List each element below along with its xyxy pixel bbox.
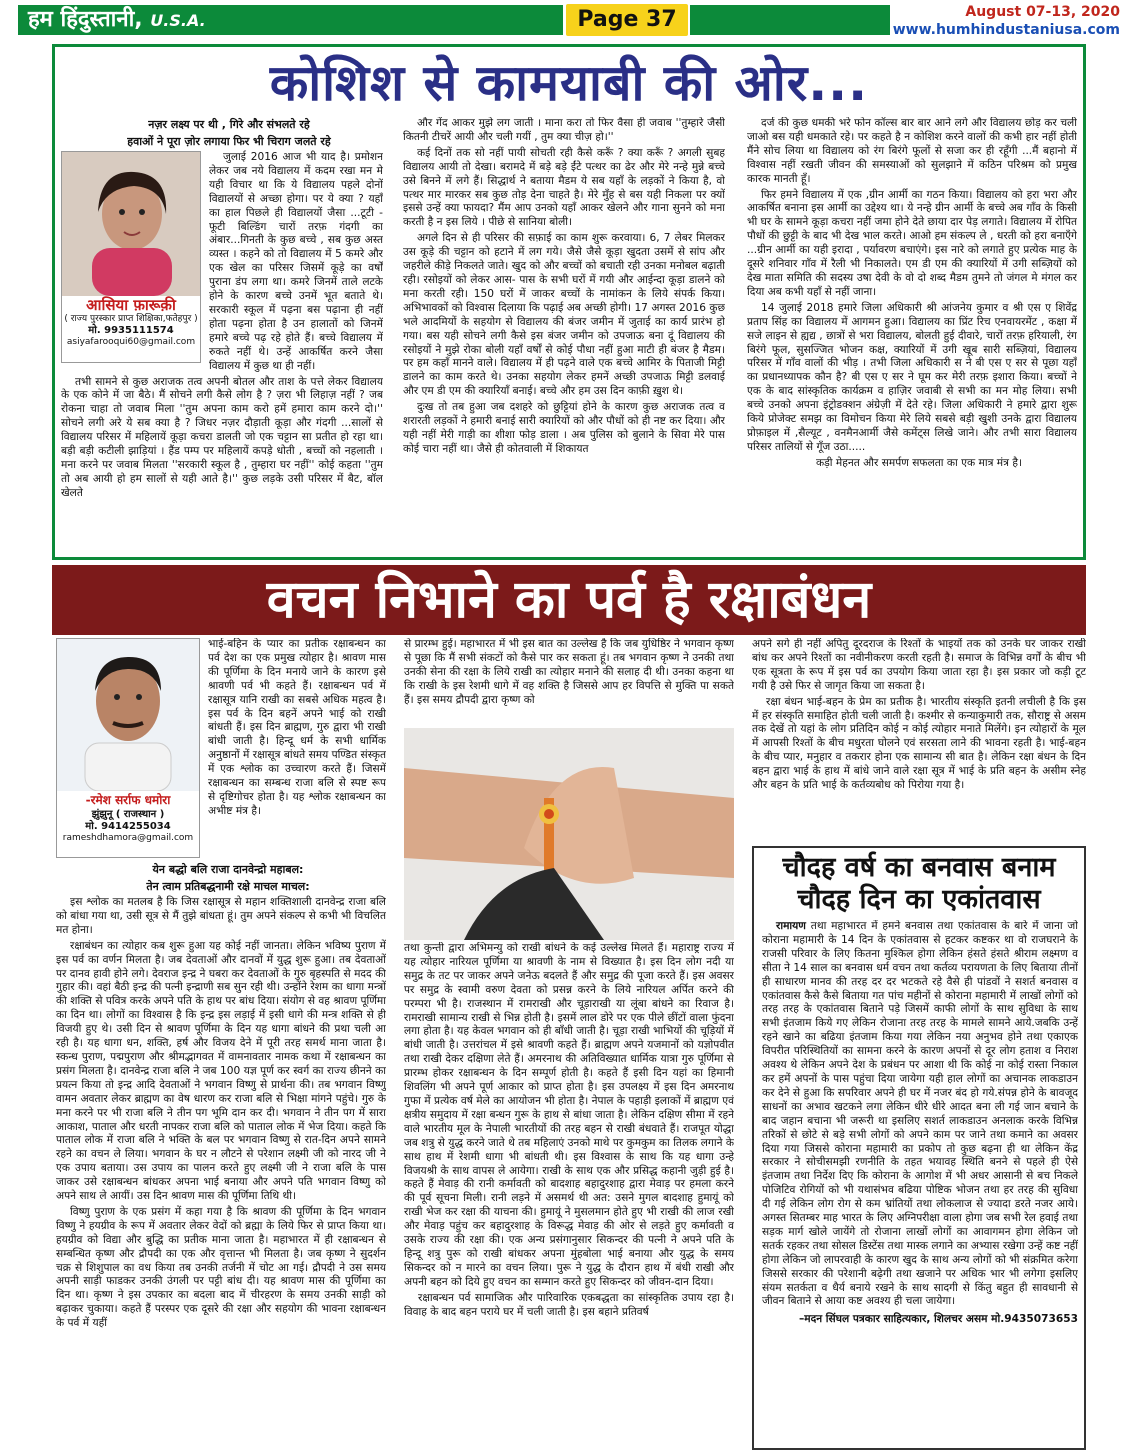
author-photo [62, 152, 200, 296]
header-green-bar [690, 5, 890, 35]
article3-signature: –मदन सिंघल पत्रकार साहित्यकार, शिलचर असम मो.9435073653 [798, 1313, 1078, 1326]
author2-place: झुंझुनू ( राजस्थान ) [91, 809, 165, 820]
poem-line-2: हवाओं ने पूरा ज़ोर लगाया फिर भी चिराग जलते रहे [127, 135, 331, 148]
masthead [18, 5, 563, 35]
author2-photo [57, 639, 199, 791]
article2-column-1 [56, 638, 386, 1448]
paragraph: फिर हमने विद्यालय में एक ,ग्रीन आर्मी का गठन किया। विद्यालय को हरा भरा और आकर्षित बनाना इस आर्मी का उद्देश्य था। ये नन्हे ग्रीन आर्मी के बच्चे अब गाँव के किसी भी घर के सामने कूड़ा कचरा नहीं जमा होने देते छाया दार पेड़ लगाते। विद्यालय में रोपित पौधों की छुट्टी के बाद भी देख भाल करते। आओ हम संकल्प ले , धरती को हरा बनाएँगे ...ग्रीन आर्मी का यही इरादा , पर्यावरण बचाएंगे। इस नारे को लगाते हुए प्रत्येक माह के दूसरे शनिवार गाँव में रैली भी निकालते। एम डी एम की क्यारियों में उगी सब्ज़ियों को देख माता समिति की सदस्य उषा देवी के वो दो शब्द मैडम तुमने तो जंगल मे मंगल कर दिया अब कभी यहाँ से नहीं जाना। [747, 188, 1077, 298]
closing-line: कड़ी मेहनत और समर्पण सफलता का एक मात्र मंत्र है। [816, 456, 1022, 469]
shloka-line-1: येन बद्धो बलि राजा दानवेन्द्रो महाबल: [152, 863, 304, 876]
paragraph: विष्णु पुराण के एक प्रसंग में कहा गया है कि श्रावण की पूर्णिमा के दिन भगवान विष्णु ने हयग्रीव के रूप में अवतार लेकर वेदों को ब्रह्मा के लिये फिर से प्राप्त किया था। हयग्रीव को विद्या और बुद्धि का प्रतीक माना जाता है। महाभारत में ही रक्षाबन्धन से सम्बन्धित कृष्ण और द्रौपदी का एक और वृत्तान्त भी मिलता है। जब कृष्ण ने सुदर्शन चक्र से शिशुपाल का वध किया तब उनकी तर्जनी में चोट आ गई। द्रौपदी ने उस समय अपनी साड़ी फाडकर उनकी उंगली पर पट्टी बांध दी। यह श्रावण मास की पूर्णिमा का दिन था। कृष्ण ने इस उपकार का बदला बाद में चीरहरण के समय उनकी साड़ी को बढ़ाकर चुकाया। कहते हैं परस्पर एक दूसरे की रक्षा और सहयोग की भावना रक्षाबन्धन के पर्व में यहीं [56, 1205, 386, 1330]
author2-phone: मो. 9414255034 [85, 821, 171, 832]
shloka-line-2: तेन त्वाम प्रतिबद्धनामी रक्षे माचल माचल: [146, 880, 310, 893]
author-email[interactable]: asiyafarooqui60@gmail.com [66, 337, 196, 347]
article-koshish [52, 44, 1086, 560]
author-role: ( राज्य पुरस्कार प्राप्त शिक्षिका,फतेहपुर ) [64, 314, 198, 324]
paragraph: तभी सामने से कुछ अराजक तत्व अपनी बोतल और ताश के पत्ते लेकर विद्यालय के एक कोने में जा बैठे। मैं सोचने लगी कैसे लोग है ? ज़रा भी लिहाज़ नहीं ? जब रोकना चाहा तो जवाब मिला ''तुम अपना काम करो हमें हमारा काम करने दो।'' सोचने लगी अरे ये सब क्या है ? जिधर नज़र दौड़ाती कूड़ा और गंदगी ...सालों से विद्यालय परिसर में महिलायें कूड़ा कचरा डालती जो एक चट्टान सा प्रतीत हो रहा था। बड़ी बड़ी कटीली झाड़ियां । हैंड पम्प पर महिलायें कपड़े धोती , बच्चों को नहलाती । मना करने पर जवाब मिलता ''सरकारी स्कूल है , तुम्हारा घर नहीं'' कोई कहता ''तुम तो अब आयी हो हम सालों से यही आते है।'' कुछ लड़के उसी परिसर में बैट, बॉल खेलते [61, 375, 383, 499]
paragraph: दर्ज की कुछ धमकी भरे फोन कॉल्स बार बार आने लगे और विद्यालय छोड़ कर चली जाओ बस यही धमकाते रहे। पर कहते है न कोशिश करने वालों की कभी हार नहीं होती मैंने सोच लिया था विद्यालय को रंग बिरंगे फूलों से सजा कर ही रहूँगी ...मैं बहानो में विश्वास नहीं रखती जीवन की समस्याओं को सुलझाने में कठिन परिश्रम को प्रमुख कारक मानती हूँ। [747, 117, 1077, 185]
article2-column-2-top [404, 638, 734, 728]
article1-column-2 [403, 117, 725, 557]
author-name: आसिया फ़ारूक़ी [86, 296, 176, 314]
article-chaudah-varsh [752, 846, 1086, 1450]
author-phone: मो. 9935111574 [88, 325, 174, 336]
page-header [0, 0, 1135, 40]
article3-title-line-1: चौदह वर्ष का बनवास बनाम [782, 852, 1056, 883]
paragraph: अगले दिन से ही परिसर की सफ़ाई का काम शुरू करवाया। 6, 7 लेबर मिलकर उस कूड़े की चट्टान को हटाने में लग गये। जैसे जैसे कूड़ा खुदता उसमें से सांप और जहरीले कीड़े निकलते जाते। खुद को और बच्चों को बचाती रही उनका मनोबल बढ़ाती रही। रसोइयों को लेकर आस- पास के सभी घरों में गयी और आईन्दा कूड़ा डालने को मना करती रही। 150 घरों में जाकर बच्चों के नामांकन के लिये संपर्क किया। अभिभावकों को विश्वास दिलाया कि पढ़ाई अब अच्छी होगी। 17 अगस्त 2016 कुछ भले आदमियों के सहयोग से विद्यालय की बंजर जमीन में जुताई का कार्य प्रारंभ हो गया। बस यही सोचने लगी कैसे इस बंजर जमीन को उपजाऊ बना दूं विद्यालय की रसोइयों ने मुझे रोका बोली यहाँ वर्षों से कोई पौधा नहीं हुआ माटी ही बंजर है मैडम। पर हम कहाँ मानने वाले। विद्यालय में ही पढ़ने वाले एक बच्चे आमिर के पिताजी मिट्टी डालने का काम करते थे। उनका सहयोग लेकर हमनें अच्छी उपजाऊ मिट्टी डलवाई और एम डी एम की क्यारियाँ बनाई। बच्चे और हम उस दिन काफ़ी ख़ुश थे। [403, 232, 725, 398]
article1-column-1 [61, 117, 383, 557]
paragraph: जुलाई 2016 आज भी याद है। प्रमोशन लेकर जब नये विद्यालय में कदम रखा मन मे यही विचार था कि ये विद्यालय पहले दोनों विद्यालयों से अच्छा होगा। पर ये क्या ? यहाँ का हाल पिछले ही विद्यालयों जैसा ...टूटी - फूटी बिल्डिंग चारों तरफ़ गंदगी का अंबार...गिनती के कुछ बच्चे , सब कुछ अस्त व्यस्त । कहने को तो विद्यालय में 5 कमरे और एक खेल का परिसर जिसमें कूड़े का वर्षों पुराना डंप लगा था। कमरे जिनमें ताले लटके होने के कारण बच्चे उनमें भूत बताते थे। सरकारी स्कूल में पढ़ना बस पढ़ाना ही नहीं होता पढ़ना होता है उन हालातों को जिनमें हमारे बच्चे पढ़ रहे होते हैं। बच्चे विद्यालय में रुकते नहीं थे। उन्हें आकर्षित करने जैसा विद्यालय में कुछ था ही नहीं। [209, 151, 383, 372]
lead-word: रामायण [776, 920, 806, 932]
paragraph: रक्षाबंधन का त्योहार कब शुरू हुआ यह कोई नहीं जानता। लेकिन भविष्य पुराण में इस पर्व का वर्णन मिलता है। जब देवताओं और दानवों में युद्ध शुरू हुआ। तब देवताओं पर दानव हावी होने लगे। देवराज इन्द्र ने घबरा कर देवताओं के गुरु बृहस्पति से मदद की गुहार की। वहां बैठी इन्द्र की पत्नी इन्द्राणी सब सुन रही थी। उन्होंने रेशम का धागा मन्त्रों की शक्ति से पवित्र करके अपने पति के हाथ पर बांध दिया। संयोग से वह श्रावण पूर्णिमा का दिन था। लोगों का विश्वास है कि इन्द्र इस लड़ाई में इसी धागे की मन्त्र शक्ति से ही विजयी हुए थे। उसी दिन से श्रावण पूर्णिमा के दिन यह धागा बांधने की प्रथा चली आ रही है। यह धागा धन, शक्ति, हर्ष और विजय देने में पूरी तरह समर्थ माना जाता है। स्कन्ध पुराण, पद्मपुराण और श्रीमद्भागवत में वामनावतार नामक कथा में रक्षाबन्धन का प्रसंग मिलता है। दानवेन्द्र राजा बलि ने जब 100 यज्ञ पूर्ण कर स्वर्ग का राज्य छीनने का प्रयत्न किया तो इन्द्र आदि देवताओं ने भगवान विष्णु से प्रार्थना की। तब भगवान विष्णु वामन अवतार लेकर ब्राह्मण का वेष धारण कर राजा बलि से भिक्षा मांगने पहुंचे। गुरु के मना करने पर भी राजा बलि ने तीन पग भूमि दान कर दी। भगवान ने तीन पग में सारा आकाश, पाताल और धरती नापकर राजा बलि को पाताल लोक में भेज दिया। कहते कि पाताल लोक में राजा बलि ने भक्ति के बल पर भगवान विष्णु से रात-दिन अपने सामने रहने का वचन ले लिया। भगवान के घर न लौटने से परेशान लक्ष्मी जी को नारद जी ने एक उपाय बताया। उस उपाय का पालन करते हुए लक्ष्मी जी ने राजा बलि के पास जाकर उसे रक्षाबन्धन बांधकर अपना भाई बनाया और अपने पति भगवान विष्णु को अपने साथ ले आयीं। उस दिन श्रावण मास की पूर्णिमा तिथि थी। [56, 939, 386, 1203]
paragraph: भाई-बहिन के प्यार का प्रतीक रक्षाबन्धन का पर्व देश का एक प्रमुख त्योहार है। श्रावण मास की पूर्णिमा के दिन मनाये जाने के कारण इसे श्रावणी पर्व भी कहते हैं। रक्षाबन्धन पर्व में रक्षासूत्र यानि राखी का सबसे अधिक महत्व है। इस पर्व के दिन बहनें अपने भाई को राखी बांधती हैं। इस दिन ब्राह्मण, गुरु द्वारा भी राखी बांधी जाती है। हिन्दू धर्म के सभी धार्मिक अनुष्ठानों में रक्षासूत्र बांधते समय पण्डित संस्कृत में एक श्लोक का उच्चारण करते हैं। जिसमें रक्षाबन्धन का सम्बन्ध राजा बलि से स्पष्ट रूप से दृष्टिगोचर होता है। यह श्लोक रक्षाबन्धन का अभीष्ट मंत्र है। [208, 638, 386, 817]
article1-column-3 [747, 117, 1077, 557]
paragraph: रक्षाबन्धन पर्व सामाजिक और पारिवारिक एकबद्धता का सांस्कृतिक उपाय रहा है। विवाह के बाद बहन पराये घर में चली जाती है। इस बहाने प्रतिवर्ष [404, 1291, 734, 1318]
article2-title: वचन निभाने का पर्व है रक्षाबंधन [266, 570, 872, 630]
author2-name: -रमेश सर्राफ धमोरा [85, 793, 171, 807]
poem-line-1: नज़र लक्ष्य पर थी , गिरे और संभलते रहे [148, 118, 310, 131]
article3-title-line-2: चौदह दिन का एकांतवास [797, 884, 1041, 915]
article3-title [754, 852, 1084, 916]
paragraph: 14 जुलाई 2018 हमारे जिला अधिकारी श्री आंजनेय कुमार व श्री एस ए शिवेंद्र प्रताप सिंह का विद्यालय में आगमन हुआ। विद्यालय का प्रिंट रिच एनवायरमेंट , कक्षा में सजे लाइन से ह्यद्य , छात्रों से भरा विद्यालय, बोलती हुई दीवारे, चारों तरफ़ हरियाली, रंग बिरंगे फूल, सुसज्जित भोजन कक्ष, क्यारियों में उगी खूब सारी सब्ज़ियां, विद्यालय परिसर में गाँव वालों की भीड़ । तभी जिला अधिकारी स ने बी एस ए सर से पूछा यहाँ का प्रधानध्यापक कौन है? बी एस ए सर ने घूम कर मेरी तरफ़ इशारा किया। बच्चों ने एक के बाद सांस्कृतिक कार्यक्रम व हाज़िर जवाबी से सभी का मन मोह लिया। सभी बच्चे उनको अपना इंट्रोडक्शन अंग्रेज़ी में देते रहे। जिला अधिकारी ने हमारे द्वारा शुरू किये प्रोजेक्ट समझ का विमोचन किया मेरे लिये सबसे बड़ी खुशी उनके द्वारा विद्यालय प्रोफ़ाइल में ,सैल्यूट , वनमैनआर्मी जैसे कमेंट्स लिखे जाने। और तभी सारा विद्यालय परिसर तालियों से गूँज उठा..... [747, 301, 1077, 453]
paragraph: रक्षा बंधन भाई-बहन के प्रेम का प्रतीक है। भारतीय संस्कृति इतनी लचीली है कि इस में हर संस्कृति समाहित होती चली जाती है। कश्मीर से कन्याकुमारी तक, सौराष्ट्र से असम तक देखें तो यहां के लोग प्रतिदिन कोई न कोई त्योहार मनाते मिलेंगे। इन त्योहारों के मूल में आपसी रिश्तों के बीच मधुरता घोलने एवं सरसता लाने की भावना रहती है। भाई-बहन के बीच प्यार, मनुहार व तकरार होना एक सामान्य सी बात है। लेकिन रक्षा बंधन के दिन बहन द्वारा भाई के हाथ में बांधे जाने वाले रक्षा सूत्र में भाई के प्रति बहन के असीम स्नेह और बहन के प्रति भाई के कर्तव्यबोध को पिरोया गया है। [752, 695, 1086, 792]
author2-email[interactable]: rameshdhamora@gmail.com [62, 833, 194, 843]
paragraph: इस श्लोक का मतलब है कि जिस रक्षासूत्र से महान शक्तिशाली दानवेन्द्र राजा बलि को बांधा गया था, उसी सूत्र से मैं तुझे बांधता हूं। तुम अपने संकल्प से कभी भी विचलित मत होना। [56, 896, 386, 936]
website-link[interactable]: www.humhindustaniusa.com [892, 22, 1120, 38]
article2-column-2 [404, 942, 734, 1450]
paragraph: अपने सगे ही नहीं अपितु दूरदराज के रिश्तों के भाइयों तक को उनके घर जाकर राखी बांध कर अपने रिश्तों का नवीनीकरण करती रहती है। समाज के विभिन्न वर्गों के बीच भी एक सूत्रता के रूप में इस पर्व का उपयोग किया जाता रहा है। इस प्रकार जो कड़ी टूट गयी है उसे फिर से जागृत किया जा सकता है। [752, 638, 1086, 692]
issue-date: August 07-13, 2020 [965, 4, 1120, 20]
article3-body [762, 920, 1078, 1446]
article2-banner [52, 565, 1086, 635]
paragraph: तथा महाभारत में हमने बनवास तथा एकांतवास के बारे में जाना जो कोराना महामारी के 14 दिन के एकांतवास से हटकर कष्टकर था वो राजघराने के राजसी परिवार के लिए कितना मुश्किल होगा लेकिन हंसते हंसते श्रीराम लक्ष्मण व सीता ने 14 साल का बनवास धर्म वचन तथा कर्तव्य परायणता के लिए बिताया तीनों ही साधारण मानव की तरह दर दर भटकते रहे वैसे ही पांडवों ने सशर्त बनवास व एकांतवास कैसे कैसे बिताया गत पांच महीनों से कोराना महामारी में लाखों लोगों को तरह तरह के एकांतवास बिताने पड़े जिसमें काफी लोगों के साथ सुविधा के साथ सभी इंतजाम किये गए लेकिन रोजाना तरह तरह के मामले सामने आये.जबकि उन्हें रहने खाने का बढिया इंतजाम किया गया लेकिन नया अनुभव होने तथा एकाएक विपरीत परिस्थितियों का सामना करने के कारण अपनों से दूर लोग हताश व निराश अवश्य थे लेकिन अपने देश के प्रबंधन पर आशा थी कि कोई ना कोई रास्ता निकाल कर हमें अपनों के पास पहुंचा दिया जायेगा यही हाल लोगों का अचानक लाकडाउन कर देने से हुआ कि सपरिवार अपने ही घर में नजर बंद हो गये.संपन्न होने के बावजूद साधनों का अभाव खटकने लगा लेकिन धीरे धीरे आदत बना ली गई जान बचाने के बाद जहान बचाना भी जरूरी था इसलिए सशर्त लाकडाउन अनलाक करके विभिन्न तरिकों से छोटे से बड़े सभी लोगों को अपने काम पर जाने तथा कमाने का अवसर दिया गया जिससे कोराना महामारी का प्रकोप तो कुछ बढ़ना ही था लेकिन केंद्र सरकार ने सोचीसमझी रणनीति के तहत भयावह स्थिति बनने से पहले ही ऐसे इंतजाम तथा निर्देश दिए कि कोराना के आगोश में भी अधर आसानी से बच निकले पोजिटिव रोगियों को भी यथासंभव बढिया पोष्टिक भोजन तथा हर तरह की सुविधा दी गई लेकिन लोग रोग से कम भ्रांतियों तथा लोकलाज से ज्यादा डरते नजर आये।अगस्त सितम्बर माह भारत के लिए अग्निपरीक्षा वाला होगा जब सभी रेल हवाई तथा सड़क मार्ग खोले जायेंगे तो रोजाना लाखों लोगों का आवागमन होगा लेकिन जो सतर्क रहकर तथा सोसल डिस्टेंस तथा मास्क लगाने का अभ्यास रखेगा उन्हें कष्ट नहीं होगा लेकिन जो लापरवाही के कारण खुद के साथ अन्य लोगों को भी संक्रमित करेगा जिससे सरकार की परेशानी बढ़ेगी तथा खजाने पर अधिक भार भी लगेगा इसलिए संयम सतर्कता व धैर्य बनाये रखने के साथ सादगी से किंतु बहुत ही सावधानी से जीवन बिताने से आया कष्ट अवश्य ही चला जायेगा। [762, 920, 1078, 1308]
page-number: Page 37 [566, 4, 688, 36]
author2-photo-box [56, 638, 200, 858]
paragraph: कई दिनों तक सो नहीं पायी सोचती रही कैसे करूँ ? क्या करूँ ? अगली सुबह विद्यालय आयी तो देखा। बरामदे में बड़े बड़े ईंटे पत्थर का ढेर और मेरे नन्हे मुन्ने बच्चे उसे बिनने में लगे हैं। सिद्धार्थ ने बताया मैडम ये सब यहाँ के लड़कों ने किया है, वो पत्थर मार मारकर सब कुछ तोड़ देना चाहते है। मेरे मुँह से बस यही निकला पर क्यों इससे उन्हें क्या फायदा? मैंम आप उनको यहाँ आकर खेलने और गाना सुनने को मना करती है न इस लिये । पीछे से सानिया बोली। [403, 146, 725, 229]
article2-column-3 [752, 638, 1086, 840]
paragraph: तथा कुन्ती द्वारा अभिमन्यु को राखी बांधने के कई उल्लेख मिलते हैं। महाराष्ट्र राज्य में यह त्योहार नारियल पूर्णिमा या श्रावणी के नाम से विख्यात है। इस दिन लोग नदी या समुद्र के तट पर जाकर अपने जनेऊ बदलते हैं और समुद्र की पूजा करते हैं। इस अवसर पर समुद्र के स्वामी वरुण देवता को प्रसन्न करने के लिये नारियल अर्पित करने की परम्परा भी है। राजस्थान में रामराखी और चूड़ाराखी या लूंबा बांधने का रिवाज है। रामराखी सामान्य राखी से भिन्न होती है। इसमें लाल डोरे पर एक पीले छींटों वाला फुंदना लगा होता है। यह केवल भगवान को ही बाँधी जाती है। चूड़ा राखी भाभियों की चूड़ियों में बांधी जाती है। उत्तरांचल में इसे श्रावणी कहते हैं। ब्राह्मण अपने यजमानों को यज्ञोपवीत तथा राखी देकर दक्षिणा लेते हैं। अमरनाथ की अतिविख्यात धार्मिक यात्रा गुरु पूर्णिमा से प्रारम्भ होकर रक्षाबन्धन के दिन सम्पूर्ण होती है। कहते हैं इसी दिन यहां का हिमानी शिवलिंग भी अपने पूर्ण आकार को प्राप्त होता है। इस उपलक्ष्य में इस दिन अमरनाथ गुफा में प्रत्येक वर्ष मेले का आयोजन भी होता है। नेपाल के पहाड़ी इलाकों में ब्राह्मण एवं क्षत्रीय समुदाय में रक्षा बन्धन गुरू के हाथ से बांधा जाता है। लेकिन दक्षिण सीमा में रहने वाले भारतीय मूल के नेपाली भारतीयों की तरह बहन से राखी बंधवाते हैं। राजपूत योद्धा जब शत्रु से युद्ध करने जाते थे तब महिलाएं उनको माथे पर कुमकुम का तिलक लगाने के साथ हाथ में रेशमी धागा भी बांधती थी। इस विश्वास के साथ कि यह धागा उन्हे विजयश्री के साथ वापस ले आयेगा। राखी के साथ एक और प्रसिद्ध कहानी जुड़ी हुई है। कहते हैं मेवाड़ की रानी कर्मावती को बादशाह बहादुरशाह द्वारा मेवाड़ पर हमला करने की पूर्व सूचना मिली। रानी लड़ने में असमर्थ थी अत: उसने मुगल बादशाह हुमायूं को राखी भेज कर रक्षा की याचना की। हुमायूं ने मुसलमान होते हुए भी राखी की लाज रखी और मेवाड़ पहुंच कर बहादुरशाह के विरूद्ध मेवाड़ की ओर से लड़ते हुए कर्मावती व उसके राज्य की रक्षा की। एक अन्य प्रसंगानुसार सिकन्दर की पत्नी ने अपने पति के हिन्दू शत्रु पुरू को राखी बांधकर अपना मुंहबोला भाई बनाया और युद्ध के समय सिकन्दर को न मारने का वचन लिया। पुरू ने युद्ध के दौरान हाथ में बंधी राखी और अपनी बहन को दिये हुए वचन का सम्मान करते हुए सिकन्दर को जीवन-दान दिया। [404, 942, 734, 1288]
masthead-title: हम हिंदुस्तानी, [28, 7, 143, 32]
paragraph: दुःख तो तब हुआ जब दशहरे को छुट्टियां होने के कारण कुछ अराजक तत्व व शरारती लड़कों ने हमारी बनाई सारी क्यारियों को और पौधों को ही नष्ट कर दिया। और यही नहीं मेरी गाड़ी का शीशा फोड़ डाला । अब पुलिस को बुलाने के सिवा मेरे पास कोई चारा नहीं था। जैसे ही कोतवाली में शिकायत [403, 401, 725, 455]
paragraph: से प्रारम्भ हुई। महाभारत में भी इस बात का उल्लेख है कि जब युधिष्ठिर ने भगवान कृष्ण से पूछा कि मैं सभी संकटों को कैसे पार कर सकता हूं। तब भगवान कृष्ण ने उनकी तथा उनकी सेना की रक्षा के लिये राखी का त्योहार मनाने की सलाह दी थी। उनका कहना था कि राखी के इस रेशमी धागे में वह शक्ति है जिससे आप हर विपत्ति से मुक्ति पा सकते हैं। इस समय द्रौपदी द्वारा कृष्ण को [404, 638, 734, 706]
article1-title: कोशिश से कामयाबी की ओर... [269, 54, 869, 112]
masthead-subtitle: U.S.A. [150, 11, 206, 30]
author-photo-box [61, 151, 201, 363]
rakhi-photo [404, 728, 734, 940]
paragraph: और गेंद आकर मुझे लग जाती । माना करा तो फिर वैसा ही जवाब ''तुम्हारे जैसी कितनी टीचरें आयी और चली गयीं , तुम क्या चीज़ हो।'' [403, 117, 725, 143]
